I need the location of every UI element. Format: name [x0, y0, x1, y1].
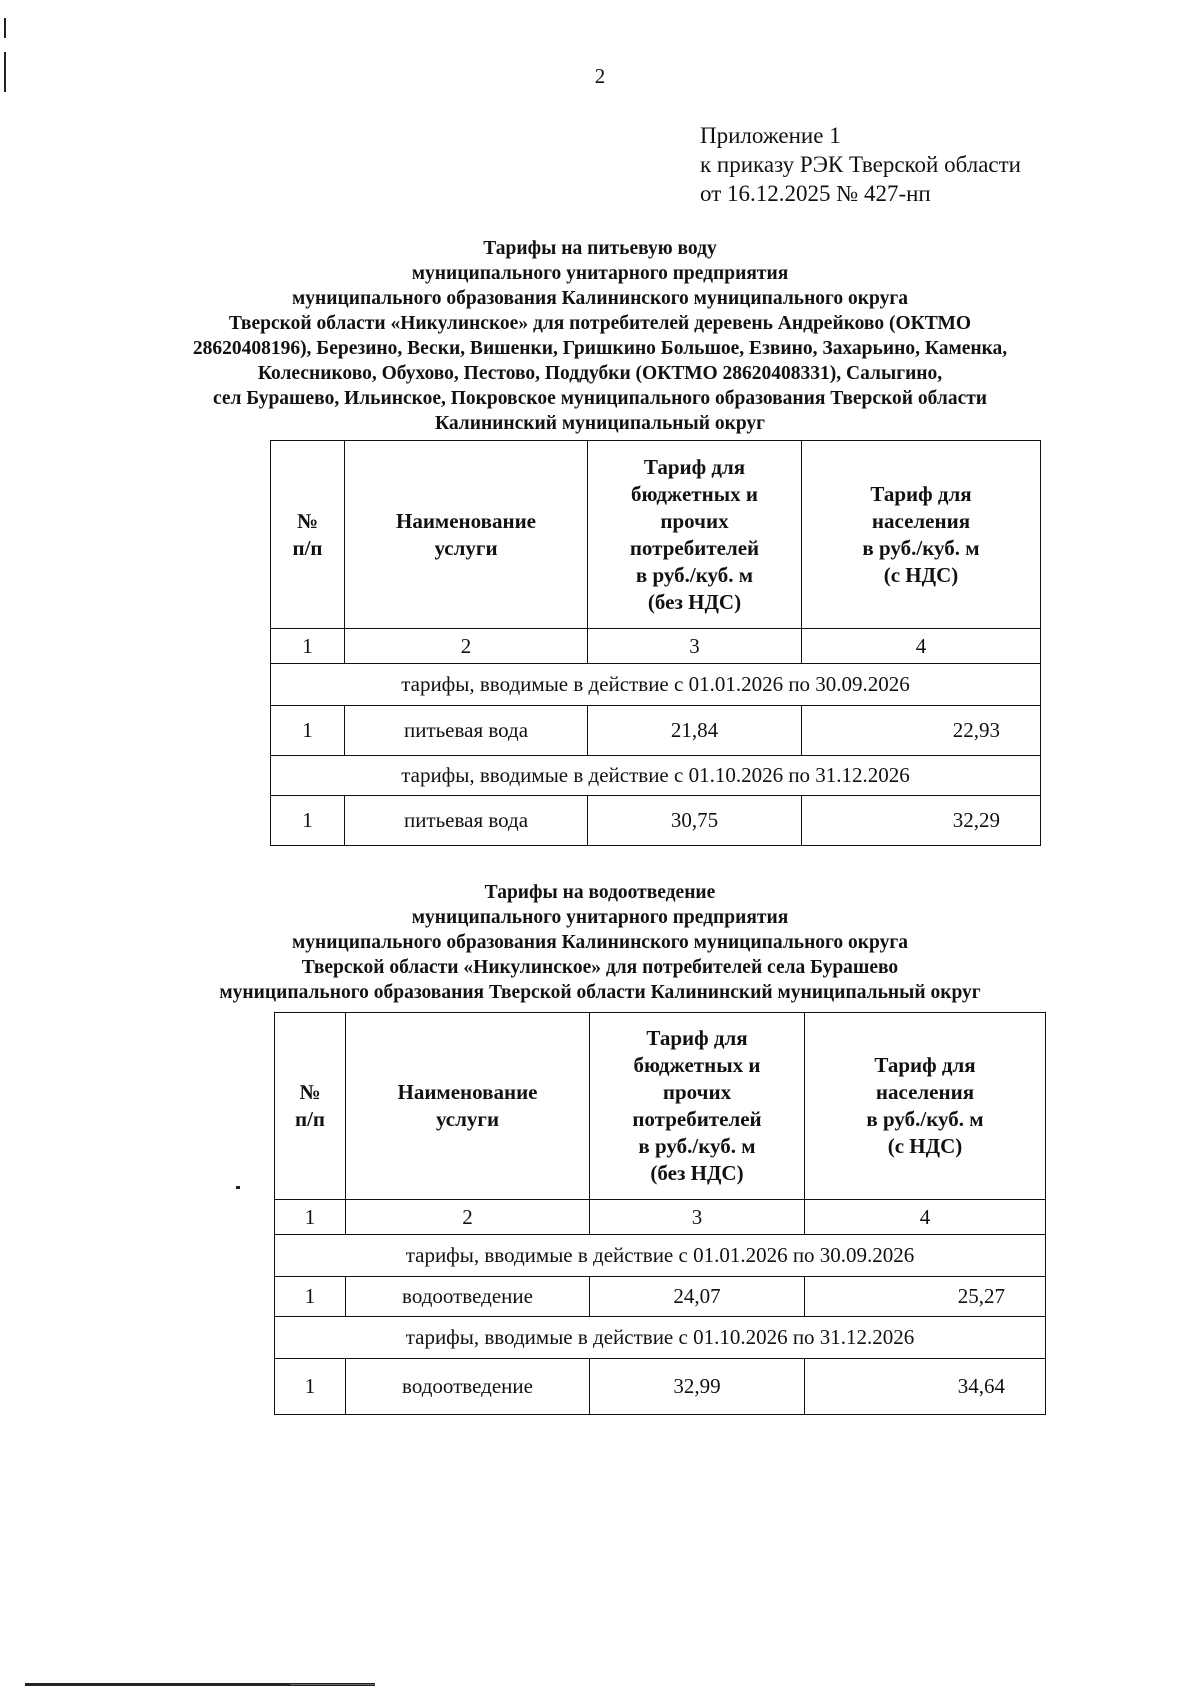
appendix-reference: [700, 121, 1021, 208]
service-name: питьевая вода: [345, 796, 588, 846]
heading-line: 28620408196), Березино, Вески, Вишенки, Гришкино Большое, Езвино, Захарьино, Каменка,: [192, 338, 1008, 359]
tariff-population-value: 22,93: [802, 706, 1041, 756]
scan-edge-mark: [4, 18, 6, 38]
header-tariff-population: Тариф для населения в руб./куб. м (с НДС): [805, 1013, 1046, 1200]
service-name: питьевая вода: [345, 706, 588, 756]
heading-line: Колесниково, Обухово, Пестово, Поддубки (ОКТМО 28620408331), Салыгино,: [257, 363, 943, 384]
header-service: Наименование услуги: [345, 441, 588, 629]
row-number: 1: [271, 796, 345, 846]
service-name: водоотведение: [346, 1277, 590, 1317]
appendix-title: Приложение 1: [700, 123, 841, 148]
drinking-water-tariff-table: [270, 440, 1041, 846]
column-number: 2: [346, 1200, 590, 1235]
heading-line: муниципального унитарного предприятия: [411, 263, 789, 284]
heading-line: Тверской области «Никулинское» для потребителей деревень Андрейково (ОКТМО: [228, 313, 972, 334]
tariff-population-value: 25,27: [805, 1277, 1046, 1317]
section2-heading: [150, 880, 1050, 1005]
tariff-population-value: 34,64: [805, 1359, 1046, 1415]
tariff-budget-value: 24,07: [590, 1277, 805, 1317]
period-label: тарифы, вводимые в действие с 01.01.2026 по 30.09.2026: [275, 1235, 1046, 1277]
section1-heading: [150, 236, 1050, 436]
tariff-population-value: 32,29: [802, 796, 1041, 846]
header-tariff-budget: Тариф для бюджетных и прочих потребителей в руб./куб. м (без НДС): [590, 1013, 805, 1200]
appendix-order: к приказу РЭК Тверской области: [700, 152, 1021, 177]
column-number: 1: [271, 629, 345, 664]
period-row: [275, 1235, 1046, 1277]
table-header-row: [271, 441, 1041, 629]
tariff-budget-value: 32,99: [590, 1359, 805, 1415]
column-number: 1: [275, 1200, 346, 1235]
page-number: 2: [594, 64, 606, 88]
service-name: водоотведение: [346, 1359, 590, 1415]
header-service: Наименование услуги: [346, 1013, 590, 1200]
heading-line: Тверской области «Никулинское» для потребителей села Бурашево: [301, 957, 899, 978]
appendix-date: от 16.12.2025 № 427-нп: [700, 181, 931, 206]
column-number-row: [275, 1200, 1046, 1235]
heading-line: муниципального образования Тверской области Калининский муниципальный округ: [219, 982, 981, 1003]
wastewater-tariff-table: [274, 1012, 1046, 1415]
scan-dot: [236, 1186, 240, 1189]
row-number: 1: [271, 706, 345, 756]
period-label: тарифы, вводимые в действие с 01.10.2026 по 31.12.2026: [271, 756, 1041, 796]
tariff-budget-value: 30,75: [588, 796, 802, 846]
table-header-row: [275, 1013, 1046, 1200]
header-number: № п/п: [275, 1013, 346, 1200]
period-label: тарифы, вводимые в действие с 01.01.2026 по 30.09.2026: [271, 664, 1041, 706]
heading-line: Тарифы на питьевую воду: [483, 238, 717, 259]
header-tariff-budget: Тариф для бюджетных и прочих потребителей в руб./куб. м (без НДС): [588, 441, 802, 629]
column-number-row: [271, 629, 1041, 664]
heading-line: сел Бурашево, Ильинское, Покровское муниципального образования Тверской области: [212, 388, 988, 409]
period-row: [275, 1317, 1046, 1359]
table-row: [271, 796, 1041, 846]
table-row: [275, 1359, 1046, 1415]
column-number: 4: [802, 629, 1041, 664]
row-number: 1: [275, 1359, 346, 1415]
heading-line: Тарифы на водоотведение: [484, 882, 716, 903]
tariff-budget-value: 21,84: [588, 706, 802, 756]
period-row: [271, 756, 1041, 796]
column-number: 3: [588, 629, 802, 664]
row-number: 1: [275, 1277, 346, 1317]
header-tariff-population: Тариф для населения в руб./куб. м (с НДС): [802, 441, 1041, 629]
table-row: [275, 1277, 1046, 1317]
heading-line: Калининский муниципальный округ: [434, 413, 766, 434]
column-number: 2: [345, 629, 588, 664]
heading-line: муниципального образования Калининского муниципального округа: [292, 932, 908, 953]
bottom-rule: [290, 1684, 375, 1685]
period-label: тарифы, вводимые в действие с 01.10.2026 по 31.12.2026: [275, 1317, 1046, 1359]
header-number: № п/п: [271, 441, 345, 629]
column-number: 4: [805, 1200, 1046, 1235]
column-number: 3: [590, 1200, 805, 1235]
heading-line: муниципального унитарного предприятия: [411, 907, 789, 928]
period-row: [271, 664, 1041, 706]
table-row: [271, 706, 1041, 756]
heading-line: муниципального образования Калининского муниципального округа: [292, 288, 908, 309]
